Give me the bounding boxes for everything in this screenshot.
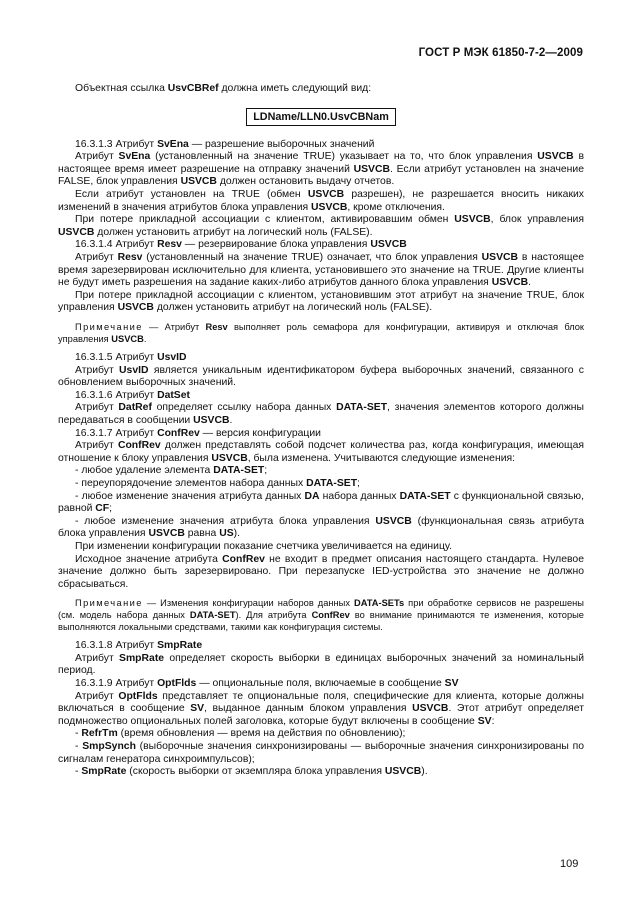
paragraph: Исходное значение атрибута ConfRev не входит в предмет описания настоящего стандарта. Нулевое значение должно быть зарезервировано. При перезапуске IED-устройства это значение не должно сбрасываться.	[58, 553, 584, 590]
section-heading-resv: 16.3.1.4 Атрибут Resv — резервирование блока управления USVCB	[75, 239, 407, 251]
note-confrev	[58, 598, 584, 633]
paragraph: Если атрибут установлен на TRUE (обмен USVCB разрешен), не разрешается вносить никаких изменений в значения атрибутов блока управления USVCB, кроме отключения.	[58, 188, 585, 213]
paragraph: Атрибут ConfRev должен представлять собой подсчет количества раз, когда конфигурация, имеющая отношение к блоку управления USVCB, была изменена. Учитываются следующие изменения:	[58, 440, 584, 464]
standard-header: ГОСТ Р МЭК 61850-7-2—2009	[418, 47, 583, 59]
note-text: — Изменения конфигурации наборов данных DATA-SETs при обработке сервисов не разрешены (см. модель набора данных DATA-SET). Для атрибута ConfRev во внимание принимаются те изменения, которые выполняются локальными средствами, такими как конфигурация системы.	[58, 598, 584, 632]
list-item: - любое изменение значения атрибута блока управления USVCB (функциональная связь атрибута блока управления USVCB равна US).	[58, 515, 584, 540]
note-label: Примечание	[75, 598, 143, 609]
paragraph: При потере прикладной ассоциации с клиентом, активировавшим обмен USVCB, блок управления USVCB должен установить атрибут на логический ноль (FALSE).	[58, 214, 584, 238]
note-resv	[58, 322, 584, 345]
paragraph: Атрибут SvEna (установленный на значение TRUE) указывает на то, что блок управления USVCB в настоящее время имеет разрешение на отправку значений USVCB. Если атрибут установлен на значение FALSE, блок управления USVCB должен остановить выдачу отчетов.	[58, 151, 584, 188]
ref-intro: Объектная ссылка UsvCBRef должна иметь следующий вид:	[75, 83, 372, 94]
ref-box-wrap	[58, 108, 584, 126]
list-item: - любое удаление элемента DATA-SET;	[75, 465, 268, 477]
paragraph: Атрибут OptFlds представляет те опциональные поля, специфические для клиента, которые должны включаться в сообщение SV, выданное данным блоком управления USVCB. Этот атрибут определяет подмножество опциональных полей заголовка, которые будут включены в сообщение SV:	[58, 690, 585, 727]
object-reference-box: LDName/LLN0.UsvCBNam	[246, 108, 396, 126]
section-heading-svena: 16.3.1.3 Атрибут SvEna — разрешение выборочных значений	[75, 138, 375, 150]
note-text: — Атрибут Resv выполняет роль семафора для конфигурации, активируя и отключая блок управления USVCB.	[58, 321, 584, 344]
page-number: 109	[560, 858, 579, 870]
paragraph: Атрибут SmpRate определяет скорость выборки в единицах выборочных значений за номинальный период.	[58, 652, 585, 677]
note-label: Примечание	[75, 321, 143, 332]
paragraph: Атрибут Resv (установленный на значение TRUE) означает, что блок управления USVCB в настоящее время зарезервирован исключительно для клиента, установившего это значение на TRUE. Другие клиенты не будут иметь разрешения на задание каких-либо атрибутов данного блока управления USVCB.	[58, 251, 584, 289]
section-heading-datset: 16.3.1.6 Атрибут DatSet	[75, 389, 190, 401]
list-item: - RefrTm (время обновления — время на действия по обновлению);	[75, 728, 406, 740]
page-body	[58, 83, 584, 779]
paragraph: Атрибут UsvID является уникальным идентификатором буфера выборочных значений, связанного с обновлением выборочных значений.	[58, 364, 584, 389]
list-item: - переупорядочение элементов набора данных DATA-SET;	[75, 478, 360, 490]
paragraph: При изменении конфигурации показание счетчика увеличивается на единицу.	[75, 541, 452, 552]
paragraph: При потере прикладной ассоциации с клиентом, установившим этот атрибут на значение TRUE, блок управления USVCB должен установить атрибут на логический ноль (FALSE).	[58, 289, 584, 314]
list-item: - SmpSynch (выборочные значения синхронизированы — выборочные значения синхронизированы по сигналам генератора синхроимпульсов);	[58, 740, 584, 765]
section-heading-smprate: 16.3.1.8 Атрибут SmpRate	[75, 640, 203, 652]
list-item: - любое изменение значения атрибута данных DA набора данных DATA-SET с функциональной связью, равной CF;	[58, 490, 584, 515]
paragraph: Атрибут DatRef определяет ссылку набора данных DATA-SET, значения элементов которого должны передаваться в сообщении USVCB.	[58, 402, 584, 427]
section-heading-confrev: 16.3.1.7 Атрибут ConfRev — версия конфигурации	[75, 427, 321, 439]
section-heading-optflds: 16.3.1.9 Атрибут OptFlds — опциональные поля, включаемые в сообщение SV	[75, 677, 459, 689]
section-heading-usvid: 16.3.1.5 Атрибут UsvID	[75, 352, 187, 364]
list-item: - SmpRate (скорость выборки от экземпляра блока управления USVCB).	[75, 766, 428, 778]
